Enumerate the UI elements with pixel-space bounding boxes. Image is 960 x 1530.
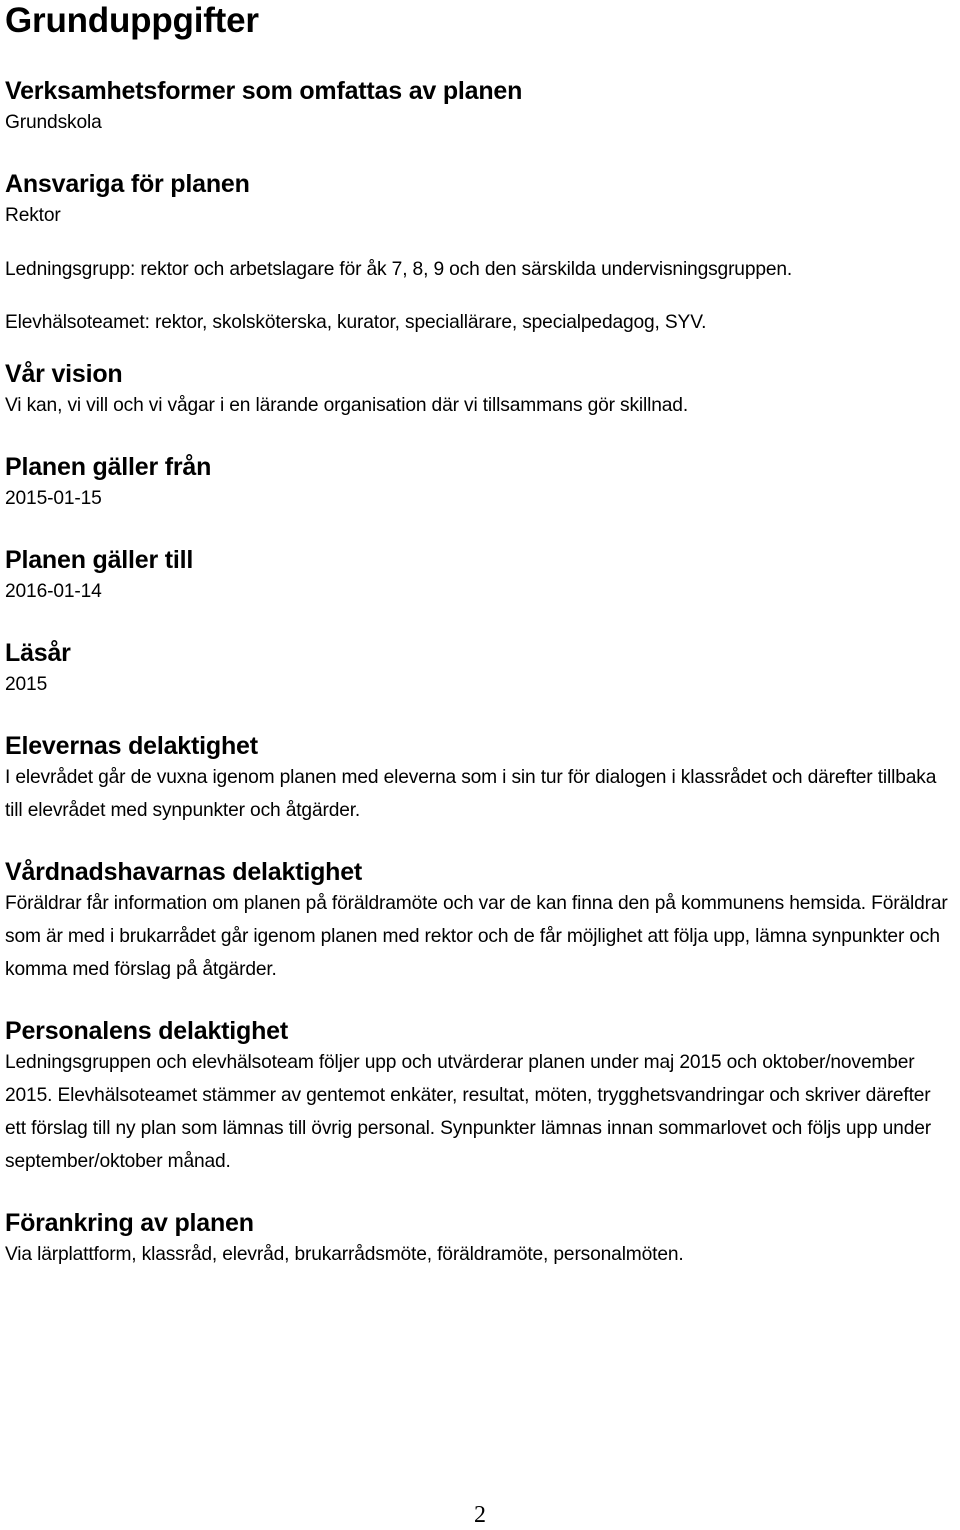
section-heading: Elevernas delaktighet [5,732,258,760]
section-text: Ledningsgrupp: rektor och arbetslagare för åk 7, 8, 9 och den särskilda undervisningsgruppen. [5,259,793,280]
section-personalens-delaktighet [5,1016,955,1178]
document-page [5,0,955,1271]
section-heading: Planen gäller till [5,546,194,574]
section-heading: Vårdnadshavarnas delaktighet [5,858,363,886]
page-number: 2 [474,1502,486,1528]
section-heading: Personalens delaktighet [5,1017,288,1045]
section-heading: Förankring av planen [5,1209,254,1237]
section-text: Elevhälsoteamet: rektor, skolsköterska, kurator, speciallärare, specialpedagog, SYV. [5,312,707,333]
section-text: Ledningsgruppen och elevhälsoteam följer upp och utvärderar planen under maj 2015 och oktober/november 2015. Elevhälsoteamet stämmer av gentemot enkäter, resultat, möten, trygghetsvandringar och skriver därefter ett förslag till ny plan som lämnas till övrig personal. Synpunkter lämnas innan sommarlovet och följs upp under september/oktober månad. [5,1052,931,1172]
section-forankring-av-planen [5,1208,955,1271]
section-heading: Planen gäller från [5,453,212,481]
section-planen-galler-fran [5,452,955,515]
section-text: Via lärplattform, klassråd, elevråd, brukarrådsmöte, föräldramöte, personalmöten. [5,1244,684,1265]
section-text: I elevrådet går de vuxna igenom planen med eleverna som i sin tur för dialogen i klassrådet och därefter tillbaka till elevrådet med synpunkter och åtgärder. [5,767,937,821]
section-lasar [5,638,955,701]
section-text: 2015-01-15 [5,488,102,509]
section-ansvariga [5,169,955,339]
section-heading: Vår vision [5,360,123,388]
section-heading: Läsår [5,639,71,667]
section-text: Grundskola [5,112,102,133]
section-var-vision [5,359,955,422]
section-text: Vi kan, vi vill och vi vågar i en lärande organisation där vi tillsammans gör skillnad. [5,395,689,416]
page-title: Grunduppgifter [5,1,259,40]
section-text: Föräldrar får information om planen på föräldramöte och var de kan finna den på kommunens hemsida. Föräldrar som är med i brukarrådet går igenom planen med rektor och de får möjlighet att följa upp, lämna synpunkter och komma med förslag på åtgärder. [5,893,948,980]
section-elevernas-delaktighet [5,731,955,827]
section-text: Rektor [5,205,61,226]
section-vardnadshavarnas-delaktighet [5,857,955,986]
section-heading: Verksamhetsformer som omfattas av planen [5,77,523,105]
section-heading: Ansvariga för planen [5,170,250,198]
section-text: 2015 [5,674,48,695]
section-planen-galler-till [5,545,955,608]
section-text: 2016-01-14 [5,581,102,602]
section-verksamhetsformer [5,76,955,139]
